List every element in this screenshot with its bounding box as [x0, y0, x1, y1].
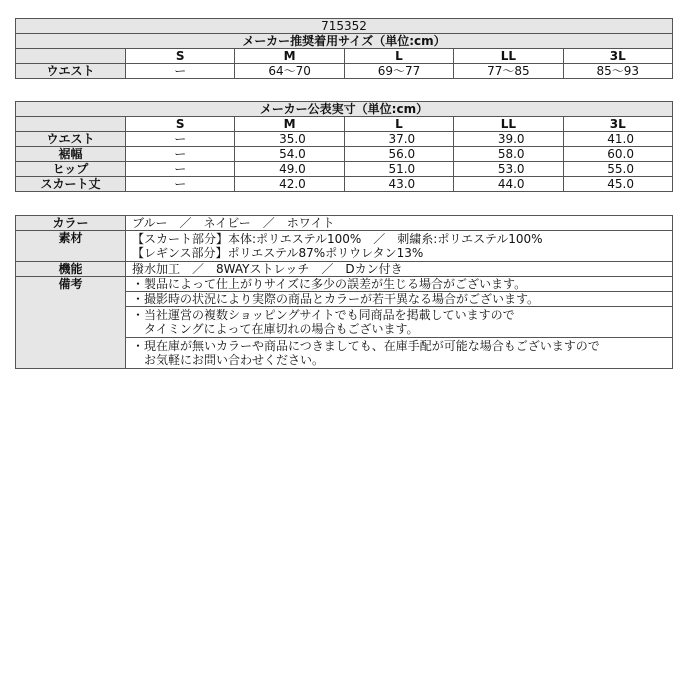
table-row — [16, 64, 673, 79]
function-row — [16, 262, 673, 277]
recommended-title: メーカー推奨着用サイズ（単位:cm） — [16, 34, 673, 49]
cell-value: 60.0 — [563, 147, 672, 162]
size-header-ll: LL — [454, 49, 563, 64]
cell-value: 45.0 — [563, 177, 672, 192]
note-line: ・現在庫が無いカラーや商品につきましても、在庫手配が可能な場合もございますので — [132, 339, 600, 353]
notes-label: 備考 — [16, 277, 126, 369]
material-value — [126, 231, 673, 262]
cell-value: 37.0 — [344, 132, 453, 147]
measured-size-header — [16, 117, 673, 132]
cell-value: 43.0 — [344, 177, 453, 192]
size-header-l: L — [344, 49, 453, 64]
row-label: 裾幅 — [16, 147, 126, 162]
cell-value: 56.0 — [344, 147, 453, 162]
recommended-size-header — [16, 49, 673, 64]
note-line: お気軽にお問い合わせください。 — [132, 353, 325, 367]
cell-value: 42.0 — [235, 177, 344, 192]
size-header-3l: 3L — [563, 117, 672, 132]
cell-value: 49.0 — [235, 162, 344, 177]
cell-value: 54.0 — [235, 147, 344, 162]
size-header-m: M — [235, 117, 344, 132]
corner-cell — [16, 49, 126, 64]
row-label: ウエスト — [16, 64, 126, 79]
table-row — [16, 162, 673, 177]
product-code: 715352 — [16, 19, 673, 34]
size-header-s: S — [126, 117, 235, 132]
row-label: ウエスト — [16, 132, 126, 147]
color-row — [16, 216, 673, 231]
cell-value: ー — [126, 132, 235, 147]
function-label: 機能 — [16, 262, 126, 277]
recommended-title-row — [16, 34, 673, 49]
cell-value: 35.0 — [235, 132, 344, 147]
notes-row — [16, 277, 673, 292]
size-header-s: S — [126, 49, 235, 64]
row-label: スカート丈 — [16, 177, 126, 192]
cell-value: 55.0 — [563, 162, 672, 177]
product-code-row — [16, 19, 673, 34]
color-value: ブルー ／ ネイビー ／ ホワイト — [126, 216, 673, 231]
size-header-l: L — [344, 117, 453, 132]
recommended-size-table — [15, 18, 673, 79]
cell-value: 64〜70 — [235, 64, 344, 79]
cell-value: 41.0 — [563, 132, 672, 147]
note-line: ・製品によって仕上がりサイズに多少の誤差が生じる場合がございます。 — [132, 277, 527, 291]
material-line: 【スカート部分】本体:ポリエステル100% ／ 刺繍糸:ポリエステル100% — [132, 232, 543, 246]
note-item — [126, 292, 673, 307]
cell-value: 58.0 — [454, 147, 563, 162]
note-line: ・当社運営の複数ショッピングサイトでも同商品を掲載していますので — [132, 308, 515, 322]
product-details-table — [15, 215, 673, 369]
note-item — [126, 277, 673, 292]
measured-title-row — [16, 102, 673, 117]
note-item — [126, 338, 673, 369]
cell-value: 39.0 — [454, 132, 563, 147]
cell-value: 44.0 — [454, 177, 563, 192]
row-label: ヒップ — [16, 162, 126, 177]
function-value: 撥水加工 ／ 8WAYストレッチ ／ Dカン付き — [126, 262, 673, 277]
color-label: カラー — [16, 216, 126, 231]
cell-value: 53.0 — [454, 162, 563, 177]
material-label: 素材 — [16, 231, 126, 262]
table-row — [16, 177, 673, 192]
size-header-3l: 3L — [563, 49, 672, 64]
corner-cell — [16, 117, 126, 132]
size-header-m: M — [235, 49, 344, 64]
table-row — [16, 147, 673, 162]
table-row — [16, 132, 673, 147]
cell-value: 85〜93 — [563, 64, 672, 79]
cell-value: ー — [126, 162, 235, 177]
cell-value: 77〜85 — [454, 64, 563, 79]
cell-value: 69〜77 — [344, 64, 453, 79]
cell-value: ー — [126, 147, 235, 162]
measured-title: メーカー公表実寸（単位:cm） — [16, 102, 673, 117]
note-line: タイミングによって在庫切れの場合もございます。 — [132, 322, 419, 336]
material-line: 【レギンス部分】ポリエステル87%ポリウレタン13% — [132, 246, 424, 260]
note-item — [126, 307, 673, 338]
measured-size-table — [15, 101, 673, 192]
cell-value: 51.0 — [344, 162, 453, 177]
cell-value: ー — [126, 64, 235, 79]
size-header-ll: LL — [454, 117, 563, 132]
cell-value: ー — [126, 177, 235, 192]
note-line: ・撮影時の状況により実際の商品とカラーが若干異なる場合がございます。 — [132, 292, 540, 306]
material-row — [16, 231, 673, 262]
